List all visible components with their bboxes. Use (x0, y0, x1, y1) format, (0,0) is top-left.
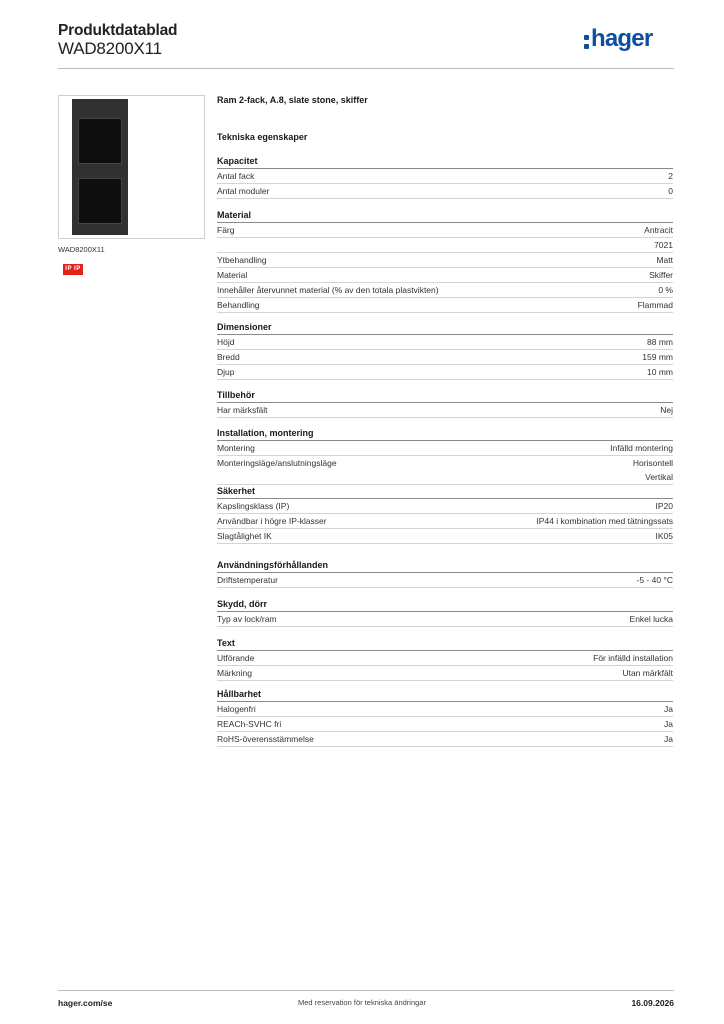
spec-heading: Tekniska egenskaper (217, 132, 308, 142)
spec-row (217, 529, 673, 544)
spec-value: 0 (668, 186, 673, 196)
spec-value: Ja (664, 734, 673, 744)
footer-notice: Med reservation för tekniska ändringar (298, 998, 426, 1007)
spec-section (217, 208, 673, 313)
spec-value: Ja (664, 719, 673, 729)
spec-value: -5 - 40 °C (636, 575, 673, 585)
spec-value: 2 (668, 171, 673, 181)
spec-label: Djup (217, 367, 235, 377)
spec-row (217, 223, 673, 238)
spec-label: Färg (217, 225, 235, 235)
spec-row (217, 499, 673, 514)
spec-value: 159 mm (642, 352, 673, 362)
spec-section (217, 558, 673, 588)
spec-row (217, 184, 673, 199)
spec-section (217, 484, 673, 544)
spec-value: 10 mm (647, 367, 673, 377)
section-title: Hållbarhet (217, 687, 673, 702)
spec-label: Märkning (217, 668, 252, 678)
spec-value-secondary: Vertikal (645, 472, 673, 482)
spec-row (217, 169, 673, 184)
logo-text: hager (591, 25, 653, 52)
spec-value: Horisontell (632, 458, 673, 468)
spec-row (217, 350, 673, 365)
spec-value: IK05 (655, 531, 673, 541)
spec-value: 88 mm (647, 337, 673, 347)
spec-section (217, 687, 673, 747)
spec-row (217, 441, 673, 456)
document-title: Produktdatablad (58, 22, 178, 39)
spec-value: Nej (660, 405, 673, 415)
spec-label: Slagtålighet IK (217, 531, 272, 541)
section-title: Kapacitet (217, 154, 673, 169)
spec-label: Ytbehandling (217, 255, 267, 265)
spec-label: Monteringsläge/anslutningsläge (217, 458, 337, 468)
spec-value: 7021 (654, 240, 673, 250)
spec-value: Infälld montering (610, 443, 673, 453)
spec-label: Användbar i högre IP-klasser (217, 516, 327, 526)
spec-row (217, 238, 673, 253)
spec-label: Halogenfri (217, 704, 256, 714)
spec-value: Matt (656, 255, 673, 265)
spec-label: Innehåller återvunnet material (% av den totala plastvikten) (217, 285, 439, 295)
spec-value: Utan märkfält (622, 668, 673, 678)
spec-row (217, 514, 673, 529)
spec-label: Behandling (217, 300, 260, 310)
spec-row (217, 283, 673, 298)
spec-value: IP20 (655, 501, 673, 511)
spec-row (217, 612, 673, 627)
section-title: Dimensioner (217, 320, 673, 335)
spec-row (217, 702, 673, 717)
spec-section (217, 154, 673, 199)
section-title: Installation, montering (217, 426, 673, 441)
spec-row (217, 573, 673, 588)
spec-value: 0 % (658, 285, 673, 295)
spec-label: Har märksfält (217, 405, 268, 415)
spec-label: Antal moduler (217, 186, 270, 196)
section-title: Material (217, 208, 673, 223)
frame-opening-bottom (78, 178, 122, 224)
product-image (58, 95, 205, 239)
section-title: Säkerhet (217, 484, 673, 499)
logo-dots-icon (584, 33, 590, 51)
spec-section (217, 426, 673, 485)
spec-label: Montering (217, 443, 255, 453)
spec-section (217, 636, 673, 681)
spec-value: Ja (664, 704, 673, 714)
spec-row (217, 403, 673, 418)
spec-label: Typ av lock/ram (217, 614, 277, 624)
section-title: Skydd, dörr (217, 597, 673, 612)
spec-row (217, 268, 673, 283)
spec-row (217, 456, 673, 485)
spec-row (217, 666, 673, 681)
spec-label: RoHS-överensstämmelse (217, 734, 314, 744)
spec-label: Utförande (217, 653, 255, 663)
spec-row (217, 732, 673, 747)
spec-label: Bredd (217, 352, 240, 362)
spec-section (217, 388, 673, 418)
spec-value: IP44 i kombination med tätningssats (536, 516, 673, 526)
spec-row (217, 335, 673, 350)
hager-logo (584, 27, 674, 55)
footer-website: hager.com/se (58, 998, 113, 1008)
section-title: Användningsförhållanden (217, 558, 673, 573)
spec-row (217, 298, 673, 313)
spec-label: Driftstemperatur (217, 575, 278, 585)
spec-value: Enkel lucka (629, 614, 673, 624)
product-description: Ram 2-fack, A.8, slate stone, skiffer (217, 95, 368, 105)
frame-illustration (72, 99, 128, 235)
spec-label: Kapslingsklass (IP) (217, 501, 290, 511)
footer-date: 16.09.2026 (631, 998, 674, 1008)
footer-divider (58, 990, 674, 991)
spec-label: Antal fack (217, 171, 255, 181)
spec-row (217, 651, 673, 666)
product-code: WAD8200X11 (58, 39, 162, 58)
spec-row (217, 365, 673, 380)
spec-label: Höjd (217, 337, 235, 347)
header-divider (58, 68, 674, 69)
frame-opening-top (78, 118, 122, 164)
spec-row (217, 253, 673, 268)
spec-value: För infälld installation (593, 653, 673, 663)
ip-rating-icon: IP IP (63, 264, 83, 275)
section-title: Text (217, 636, 673, 651)
page-header (58, 22, 674, 70)
spec-label: REACh-SVHC fri (217, 719, 282, 729)
spec-value: Flammad (637, 300, 673, 310)
spec-section (217, 320, 673, 380)
spec-label: Material (217, 270, 248, 280)
spec-value: Antracit (644, 225, 673, 235)
section-title: Tillbehör (217, 388, 673, 403)
spec-row (217, 717, 673, 732)
image-caption: WAD8200X11 (58, 245, 105, 254)
spec-section (217, 597, 673, 627)
spec-value: Skiffer (649, 270, 673, 280)
